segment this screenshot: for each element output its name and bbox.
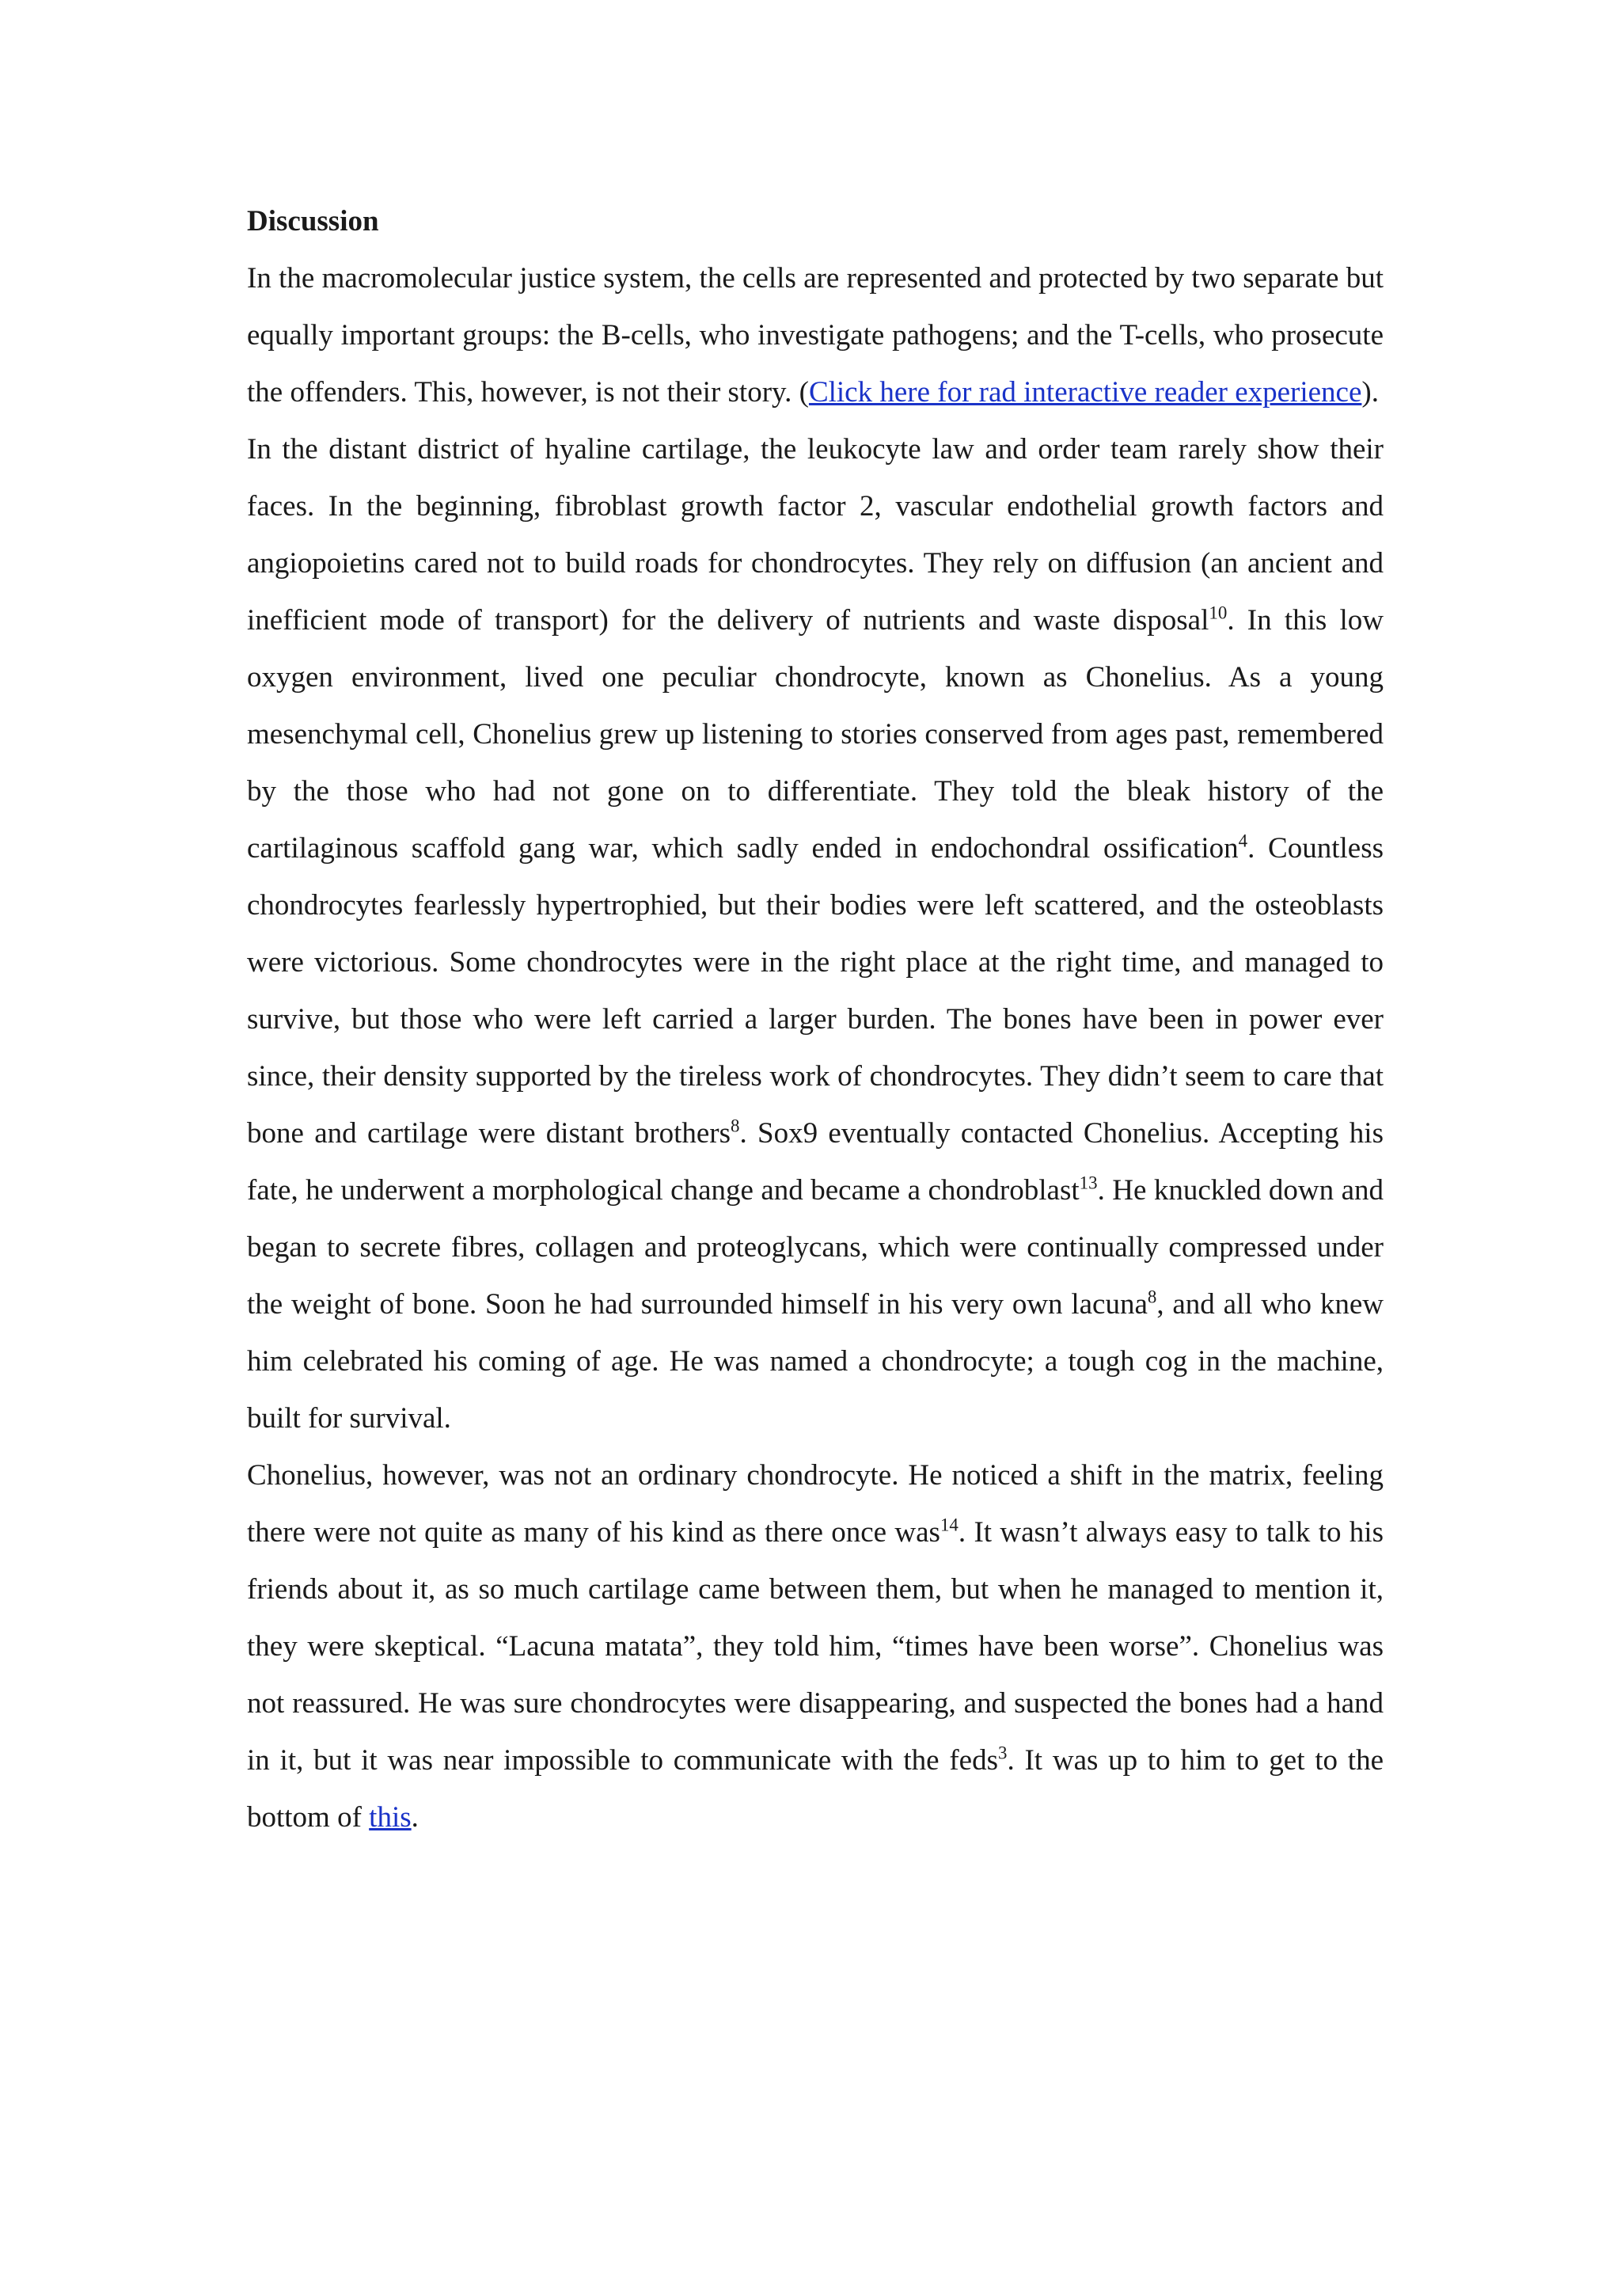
document-page: [247, 193, 1384, 1846]
paragraph-text: In the macromolecular justice system, the cells are represented and protected by two separate but equally important groups: the B-cells, who investigate pathogens; and the T-cells, who prosecute the offenders. This, however, is not their story. (: [247, 262, 1384, 409]
paragraph-text: . Countless chondrocytes fearlessly hypertrophied, but their bodies were left scattered, and the osteoblasts were victorious. Some chondrocytes were in the right place at the right time, and managed to survive, but those who were left carried a larger burden. The bones have been in power ever since, their density supported by the tireless work of chondrocytes. They didn’t seem to care that bone and cartilage were distant brothers: [247, 832, 1384, 1150]
citation-ref: 10: [1209, 603, 1228, 623]
citation-ref: 8: [1147, 1287, 1157, 1307]
paragraph-text: In the distant district of hyaline cartilage, the leukocyte law and order team rarely show their faces. In the beginning, fibroblast growth factor 2, vascular endothelial growth factors and angiopoietins cared not to build roads for chondrocytes. They rely on diffusion (an ancient and inefficient mode of transport) for the delivery of nutrients and waste disposal: [247, 433, 1384, 637]
paragraph-chonelius: [247, 1447, 1384, 1846]
this-link[interactable]: this: [369, 1801, 412, 1834]
paragraph-hyaline-cartilage: [247, 421, 1384, 1447]
paragraph-text: . Sox9 eventually contacted Chonelius. Accepting his fate, he underwent a morphological change and became a chondroblast: [247, 1117, 1384, 1207]
citation-ref: 8: [731, 1116, 740, 1136]
paragraph-text: , and all who knew him celebrated his coming of age. He was named a chondrocyte; a tough cog in the machine, built for survival.: [247, 1288, 1384, 1435]
paragraph-intro: [247, 250, 1384, 421]
paragraph-text: ).: [1361, 376, 1379, 409]
interactive-reader-link[interactable]: Click here for rad interactive reader experience: [808, 376, 1362, 409]
citation-ref: 4: [1238, 831, 1248, 851]
paragraph-text: . He knuckled down and began to secrete fibres, collagen and proteoglycans, which were continually compressed under the weight of bone. Soon he had surrounded himself in his very own lacuna: [247, 1174, 1384, 1321]
citation-ref: 13: [1079, 1173, 1098, 1193]
citation-ref: 14: [940, 1515, 959, 1535]
paragraph-text: Chonelius, however, was not an ordinary chondrocyte. He noticed a shift in the matrix, feeling there were not quite as many of his kind as there once was: [247, 1459, 1384, 1549]
paragraph-text: . In this low oxygen environment, lived one peculiar chondrocyte, known as Chonelius. As a young mesenchymal cell, Chonelius grew up listening to stories conserved from ages past, remembered by the those who had not gone on to differentiate. They told the bleak history of the cartilaginous scaffold gang war, which sadly ended in endochondral ossification: [247, 604, 1384, 865]
paragraph-text: . It wasn’t always easy to talk to his friends about it, as so much cartilage came between them, but when he managed to mention it, they were skeptical. “Lacuna matata”, they told him, “times have been worse”. Chonelius was not reassured. He was sure chondrocytes were disappearing, and suspected the bones had a hand in it, but it was near impossible to communicate with the feds: [247, 1516, 1384, 1777]
citation-ref: 3: [998, 1743, 1008, 1763]
paragraph-text: .: [411, 1801, 419, 1834]
paragraph-text: . It was up to him to get to the bottom of: [247, 1744, 1384, 1834]
section-heading: Discussion: [247, 205, 379, 238]
